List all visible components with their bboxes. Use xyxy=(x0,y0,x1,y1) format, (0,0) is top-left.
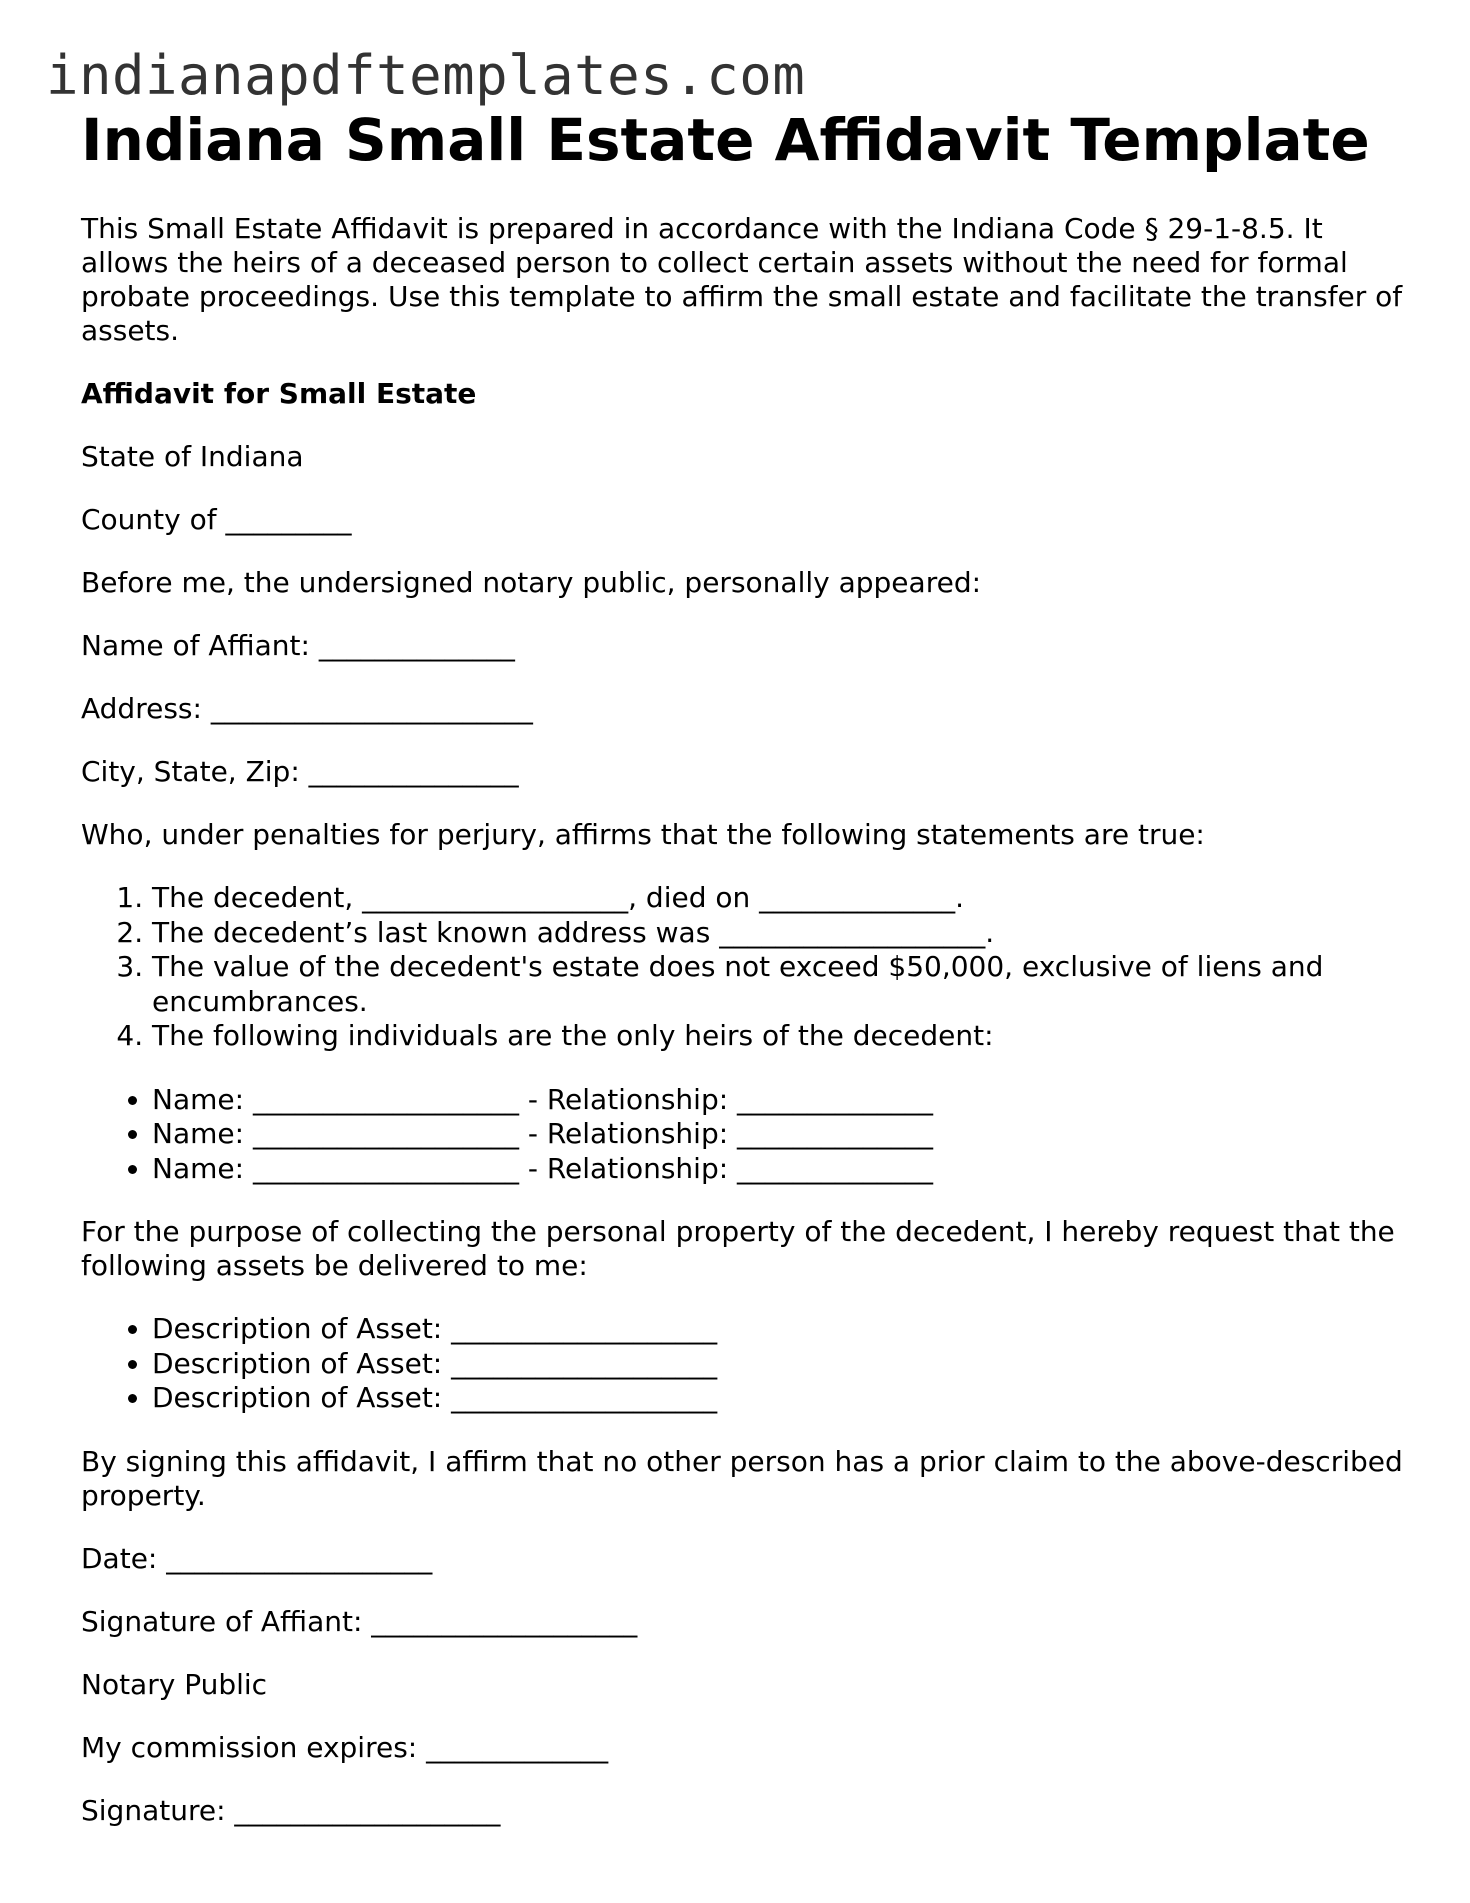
site-watermark: indianapdftemplates.com xyxy=(46,44,806,107)
heir-item: • Name: ___________________ - Relationship: ______________ xyxy=(152,1152,1411,1187)
section-heading: Affidavit for Small Estate xyxy=(81,377,477,410)
statements-list xyxy=(81,881,1411,1054)
page-title: Indiana Small Estate Affidavit Template xyxy=(81,106,1370,174)
intro-paragraph: This Small Estate Affidavit is prepared in accordance with the Indiana Code § 29-1-8.5. It allows the heirs of a deceased person to collect certain assets without the need for formal probate proceedings. Use this template to affirm the small estate and facilitate the transfer of assets. xyxy=(81,212,1403,347)
affiant-signature-field: Signature of Affiant: ___________________ xyxy=(81,1604,638,1638)
document-body xyxy=(81,104,1411,1828)
state-line: State of Indiana xyxy=(81,440,304,473)
asset-item: • Description of Asset: ___________________ xyxy=(152,1381,1411,1416)
notary-public-label: Notary Public xyxy=(81,1667,268,1701)
heir-item: • Name: ___________________ - Relationship: ______________ xyxy=(152,1117,1411,1152)
affirmation-paragraph: By signing this affidavit, I affirm that no other person has a prior claim to the above-described property. xyxy=(81,1444,1403,1512)
notary-intro-line: Before me, the undersigned notary public, personally appeared: xyxy=(81,566,982,599)
city-state-zip-field: City, State, Zip: _______________ xyxy=(81,755,519,788)
heirs-list xyxy=(81,1083,1411,1187)
statement-item: 1. The decedent, ___________________, died on ______________. xyxy=(152,881,1411,916)
commission-expiry-field: My commission expires: _____________ xyxy=(81,1730,609,1764)
purpose-paragraph: For the purpose of collecting the personal property of the decedent, I hereby request that the following assets be delivered to me: xyxy=(81,1215,1395,1282)
address-field: Address: _______________________ xyxy=(81,692,533,725)
perjury-statement: Who, under penalties for perjury, affirms that the following statements are true: xyxy=(81,818,1205,851)
statement-item: 2. The decedent’s last known address was ___________________. xyxy=(152,916,1411,951)
notary-signature-field: Signature: ___________________ xyxy=(81,1793,501,1827)
asset-item: • Description of Asset: ___________________ xyxy=(152,1312,1411,1347)
date-field: Date: ___________________ xyxy=(81,1541,433,1575)
statement-item: 3. The value of the decedent's estate does not exceed $50,000, exclusive of liens and encumbrances. xyxy=(152,950,1411,1019)
heir-item: • Name: ___________________ - Relationship: ______________ xyxy=(152,1083,1411,1118)
county-field: County of _________ xyxy=(81,503,352,536)
asset-item: • Description of Asset: ___________________ xyxy=(152,1347,1411,1382)
statement-item: 4. The following individuals are the only heirs of the decedent: xyxy=(152,1019,1411,1054)
affiant-name-field: Name of Affiant: ______________ xyxy=(81,629,515,662)
assets-list xyxy=(81,1312,1411,1416)
